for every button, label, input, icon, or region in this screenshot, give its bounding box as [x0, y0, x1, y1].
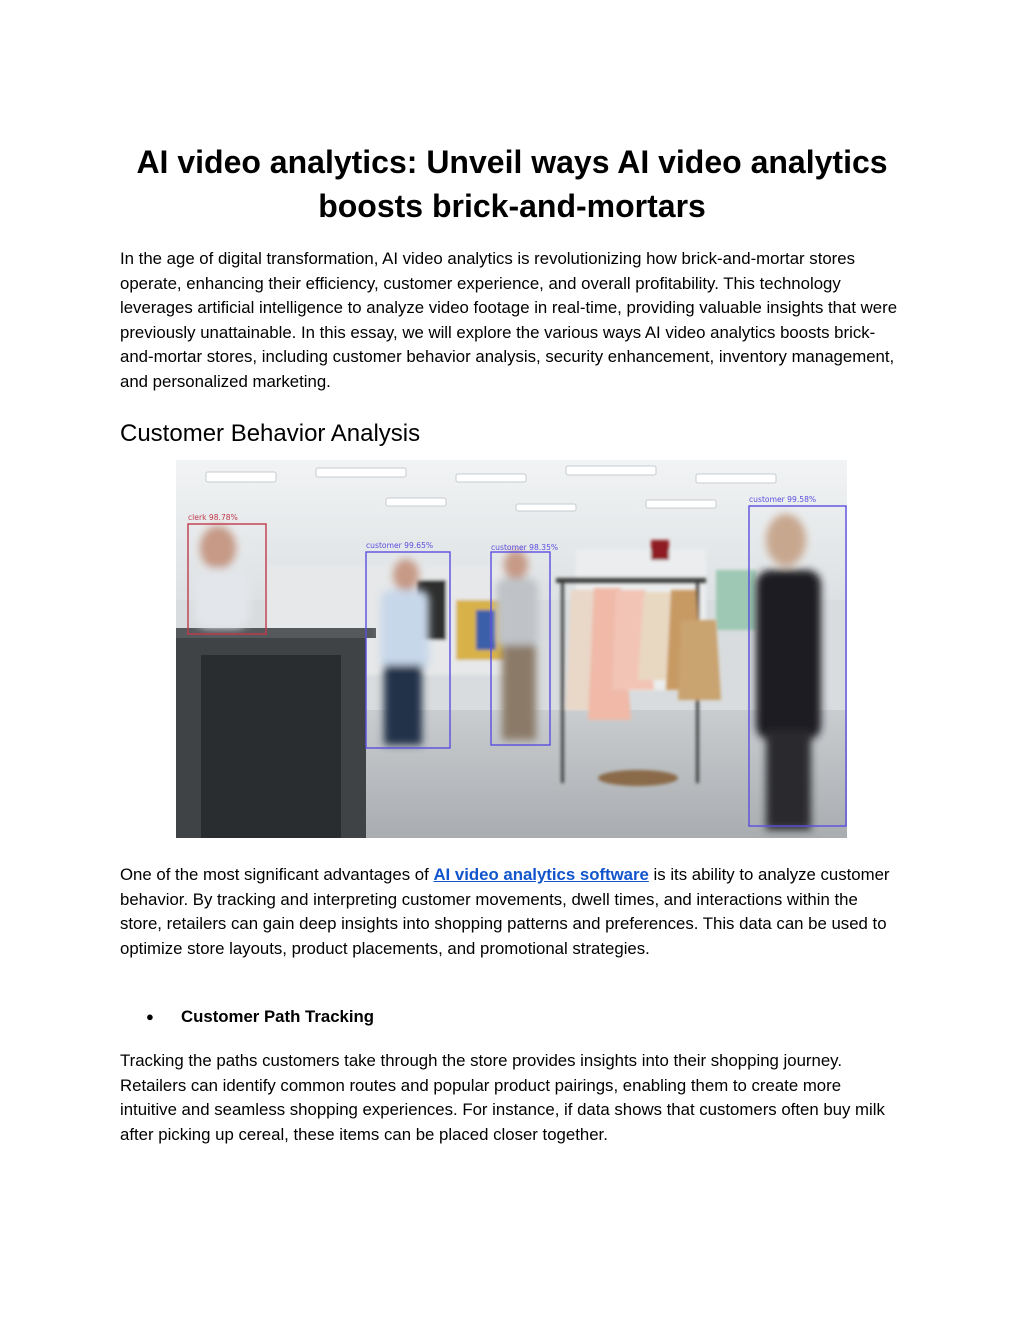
intro-paragraph: In the age of digital transformation, AI video analytics is revolutionizing how brick-and-mortar stores operate, enhancing their efficiency, customer experience, and overall profitability. This technology leverages artificial intelligence to analyze video footage in real-time, providing valuable insights that were previously unattainable. In this essay, we will explore the various ways AI video analytics boosts brick-and-mortar stores, including customer behavior analysis, security enhancement, inventory management, and personalized marketing. [120, 249, 898, 391]
bullet-item [146, 1005, 374, 1029]
behavior-text-before: One of the most significant advantages of [120, 865, 434, 884]
detection-label-customer-1: customer 99.65% [366, 541, 434, 550]
page-title: AI video analytics: Unveil ways AI video analytics boosts brick-and-mortars [136, 144, 888, 224]
detection-label-customer-3: customer 99.58% [749, 495, 817, 504]
behavior-paragraph [120, 863, 900, 961]
bullet-icon: ● [146, 1009, 154, 1024]
behavior-text-after: is its ability to analyze customer behavior. By tracking and interpreting customer movements, dwell times, and interactions within the store, retailers can gain deep insights into shopping patterns and preferences. This data can be used to optimize store layouts, product placements, and promotional strategies. [120, 865, 890, 958]
store-analytics-image [176, 460, 847, 838]
path-tracking-paragraph: Tracking the paths customers take through the store provides insights into their shopping journey. Retailers can identify common routes and popular product pairings, enabling them to create more intuitive and seamless shopping experiences. For instance, if data shows that customers often buy milk after picking up cereal, these items can be placed closer together. [120, 1051, 885, 1144]
ai-video-analytics-link[interactable]: AI video analytics software [433, 865, 649, 884]
section-heading: Customer Behavior Analysis [120, 420, 421, 447]
detection-label-customer-2: customer 98.35% [491, 543, 559, 552]
detection-label-clerk: clerk 98.78% [188, 513, 238, 522]
bullet-label: Customer Path Tracking [181, 1007, 375, 1026]
